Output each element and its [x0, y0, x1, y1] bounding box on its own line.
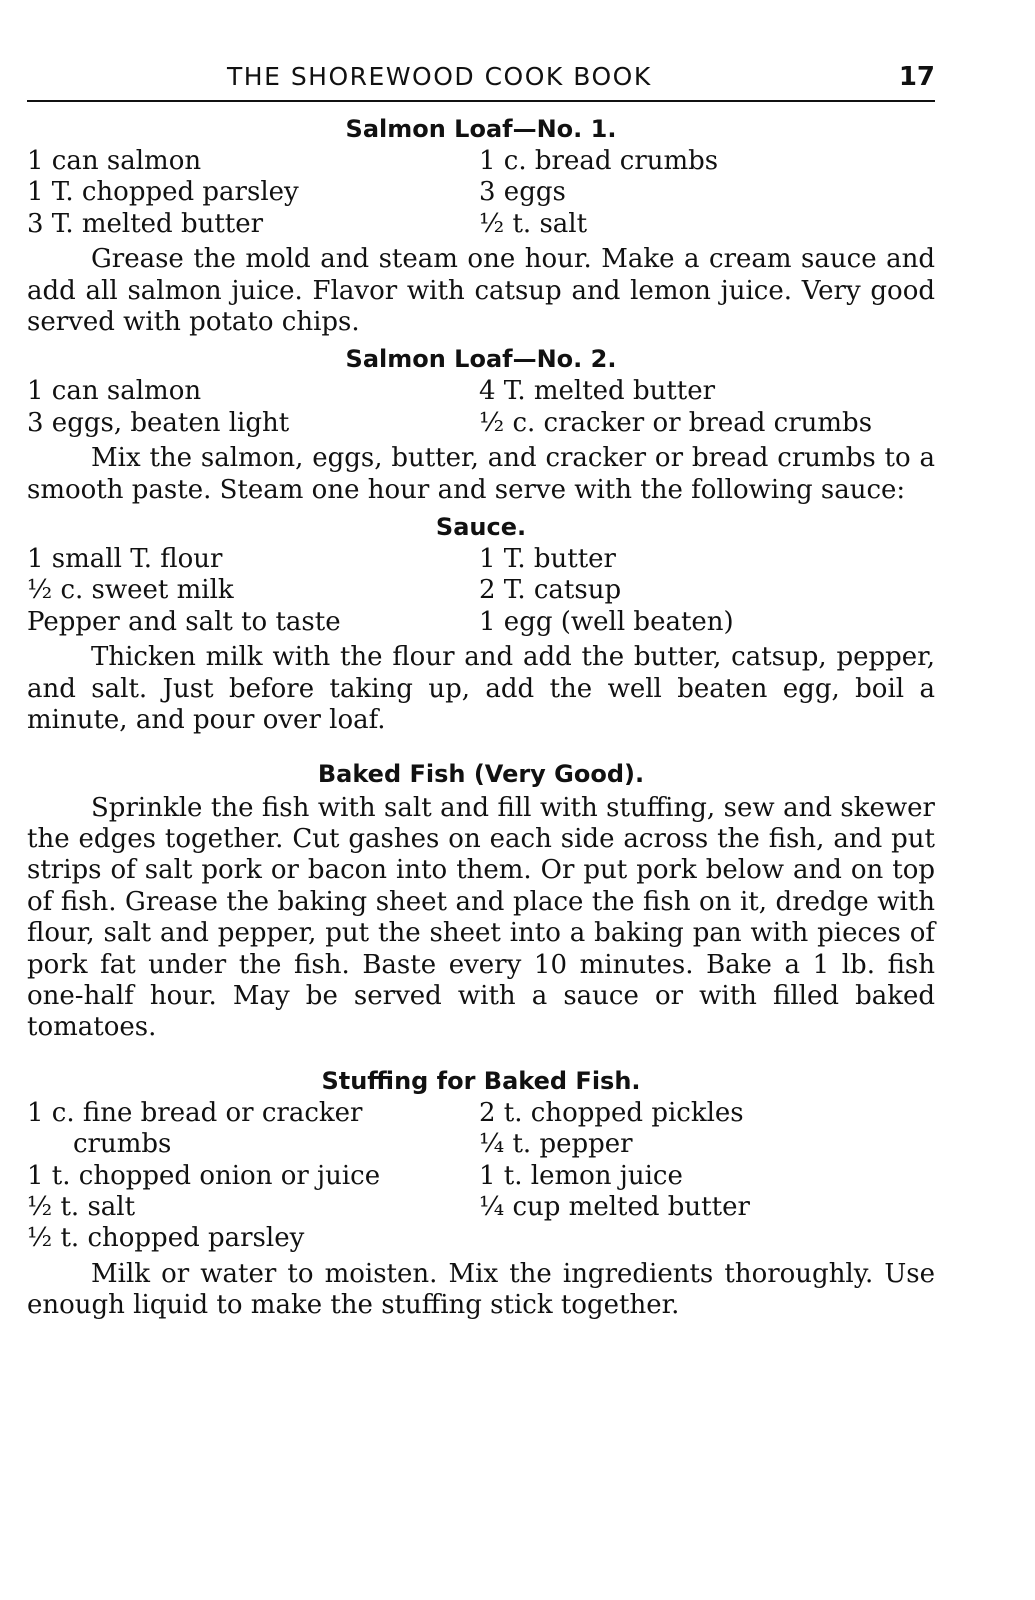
- recipe-instructions: Mix the salmon, eggs, butter, and cracker or bread crumbs to a smooth paste. Steam one hour and serve with the following sauce:: [27, 443, 935, 505]
- ingredient: 2 T. catsup: [479, 575, 622, 606]
- ingredient: 3 eggs: [479, 177, 566, 208]
- ingredient: 1 c. fine bread or cracker: [27, 1097, 363, 1128]
- ingredient-list: [27, 544, 935, 638]
- ingredient: ¼ t. pepper: [479, 1129, 633, 1160]
- recipe-baked-fish: [27, 759, 935, 1044]
- ingredient-list: [27, 146, 935, 240]
- running-header: [27, 58, 935, 102]
- ingredient: 1 small T. flour: [27, 544, 223, 575]
- ingredient: ½ t. salt: [27, 1191, 136, 1222]
- recipe-salmon-loaf-2: [27, 344, 935, 506]
- recipe-instructions: Milk or water to moisten. Mix the ingredients thoroughly. Use enough liquid to make the stuffing stick together.: [27, 1258, 935, 1321]
- ingredient: 1 can salmon: [27, 376, 202, 407]
- ingredient: 3 eggs, beaten light: [27, 407, 290, 438]
- recipe-title: Sauce.: [435, 513, 527, 542]
- recipe-stuffing: [27, 1066, 935, 1322]
- ingredient: 4 T. melted butter: [479, 376, 716, 407]
- ingredient-list: [27, 1098, 935, 1255]
- ingredient: 2 t. chopped pickles: [479, 1097, 744, 1128]
- ingredient: 1 t. lemon juice: [479, 1160, 683, 1191]
- book-page: [27, 58, 935, 1328]
- ingredient: ½ t. salt: [479, 208, 588, 239]
- recipe-salmon-loaf-1: [27, 114, 935, 338]
- recipe-title: Baked Fish (Very Good).: [317, 759, 645, 788]
- ingredient: 3 T. melted butter: [27, 208, 264, 239]
- ingredient: 1 T. butter: [479, 544, 616, 575]
- ingredient: [479, 1223, 935, 1254]
- ingredient-list: [27, 376, 935, 439]
- page-number: 17: [898, 62, 935, 92]
- ingredient: 1 can salmon: [27, 146, 202, 176]
- recipe-instructions: Thicken milk with the flour and add the butter, catsup, pepper, and salt. Just before taking up, add the well beaten egg, boil a minute, and pour over loaf.: [27, 642, 935, 736]
- ingredient: 1 c. bread crumbs: [479, 146, 719, 176]
- book-title: THE SHOREWOOD COOK BOOK: [227, 62, 652, 91]
- ingredient: 1 t. chopped onion or juice: [27, 1160, 381, 1191]
- recipe-instructions: Grease the mold and steam one hour. Make a cream sauce and add all salmon juice. Flavor with catsup and lemon juice. Very good served with potato chips.: [27, 244, 935, 338]
- ingredient: 1 egg (well beaten): [479, 606, 734, 637]
- ingredient: ½ c. sweet milk: [27, 575, 234, 606]
- ingredient: ½ c. cracker or bread crumbs: [479, 407, 873, 438]
- ingredient: ¼ cup melted butter: [479, 1191, 750, 1222]
- ingredient: 1 T. chopped parsley: [27, 177, 299, 208]
- recipe-title: Salmon Loaf—No. 2.: [345, 345, 617, 374]
- recipe-title: Salmon Loaf—No. 1.: [345, 115, 617, 143]
- recipe-title: Stuffing for Baked Fish.: [321, 1066, 641, 1095]
- ingredient: crumbs: [73, 1129, 172, 1160]
- recipe-sauce: [27, 512, 935, 736]
- recipe-instructions: Sprinkle the fish with salt and fill with stuffing, sew and skewer the edges together. Cut gashes on each side across the fish, and put strips of salt pork or bacon into them. Or put pork below and on top of fish. Grease the baking sheet and place the fish on it, dredge with flour, salt and pepper, put the sheet into a baking pan with pieces of pork fat under the fish. Baste every 10 minutes. Bake a 1 lb. fish one-half hour. May be served with a sauce or with filled baked tomatoes.: [27, 792, 935, 1043]
- ingredient: ½ t. chopped parsley: [27, 1223, 305, 1254]
- ingredient: Pepper and salt to taste: [27, 606, 341, 637]
